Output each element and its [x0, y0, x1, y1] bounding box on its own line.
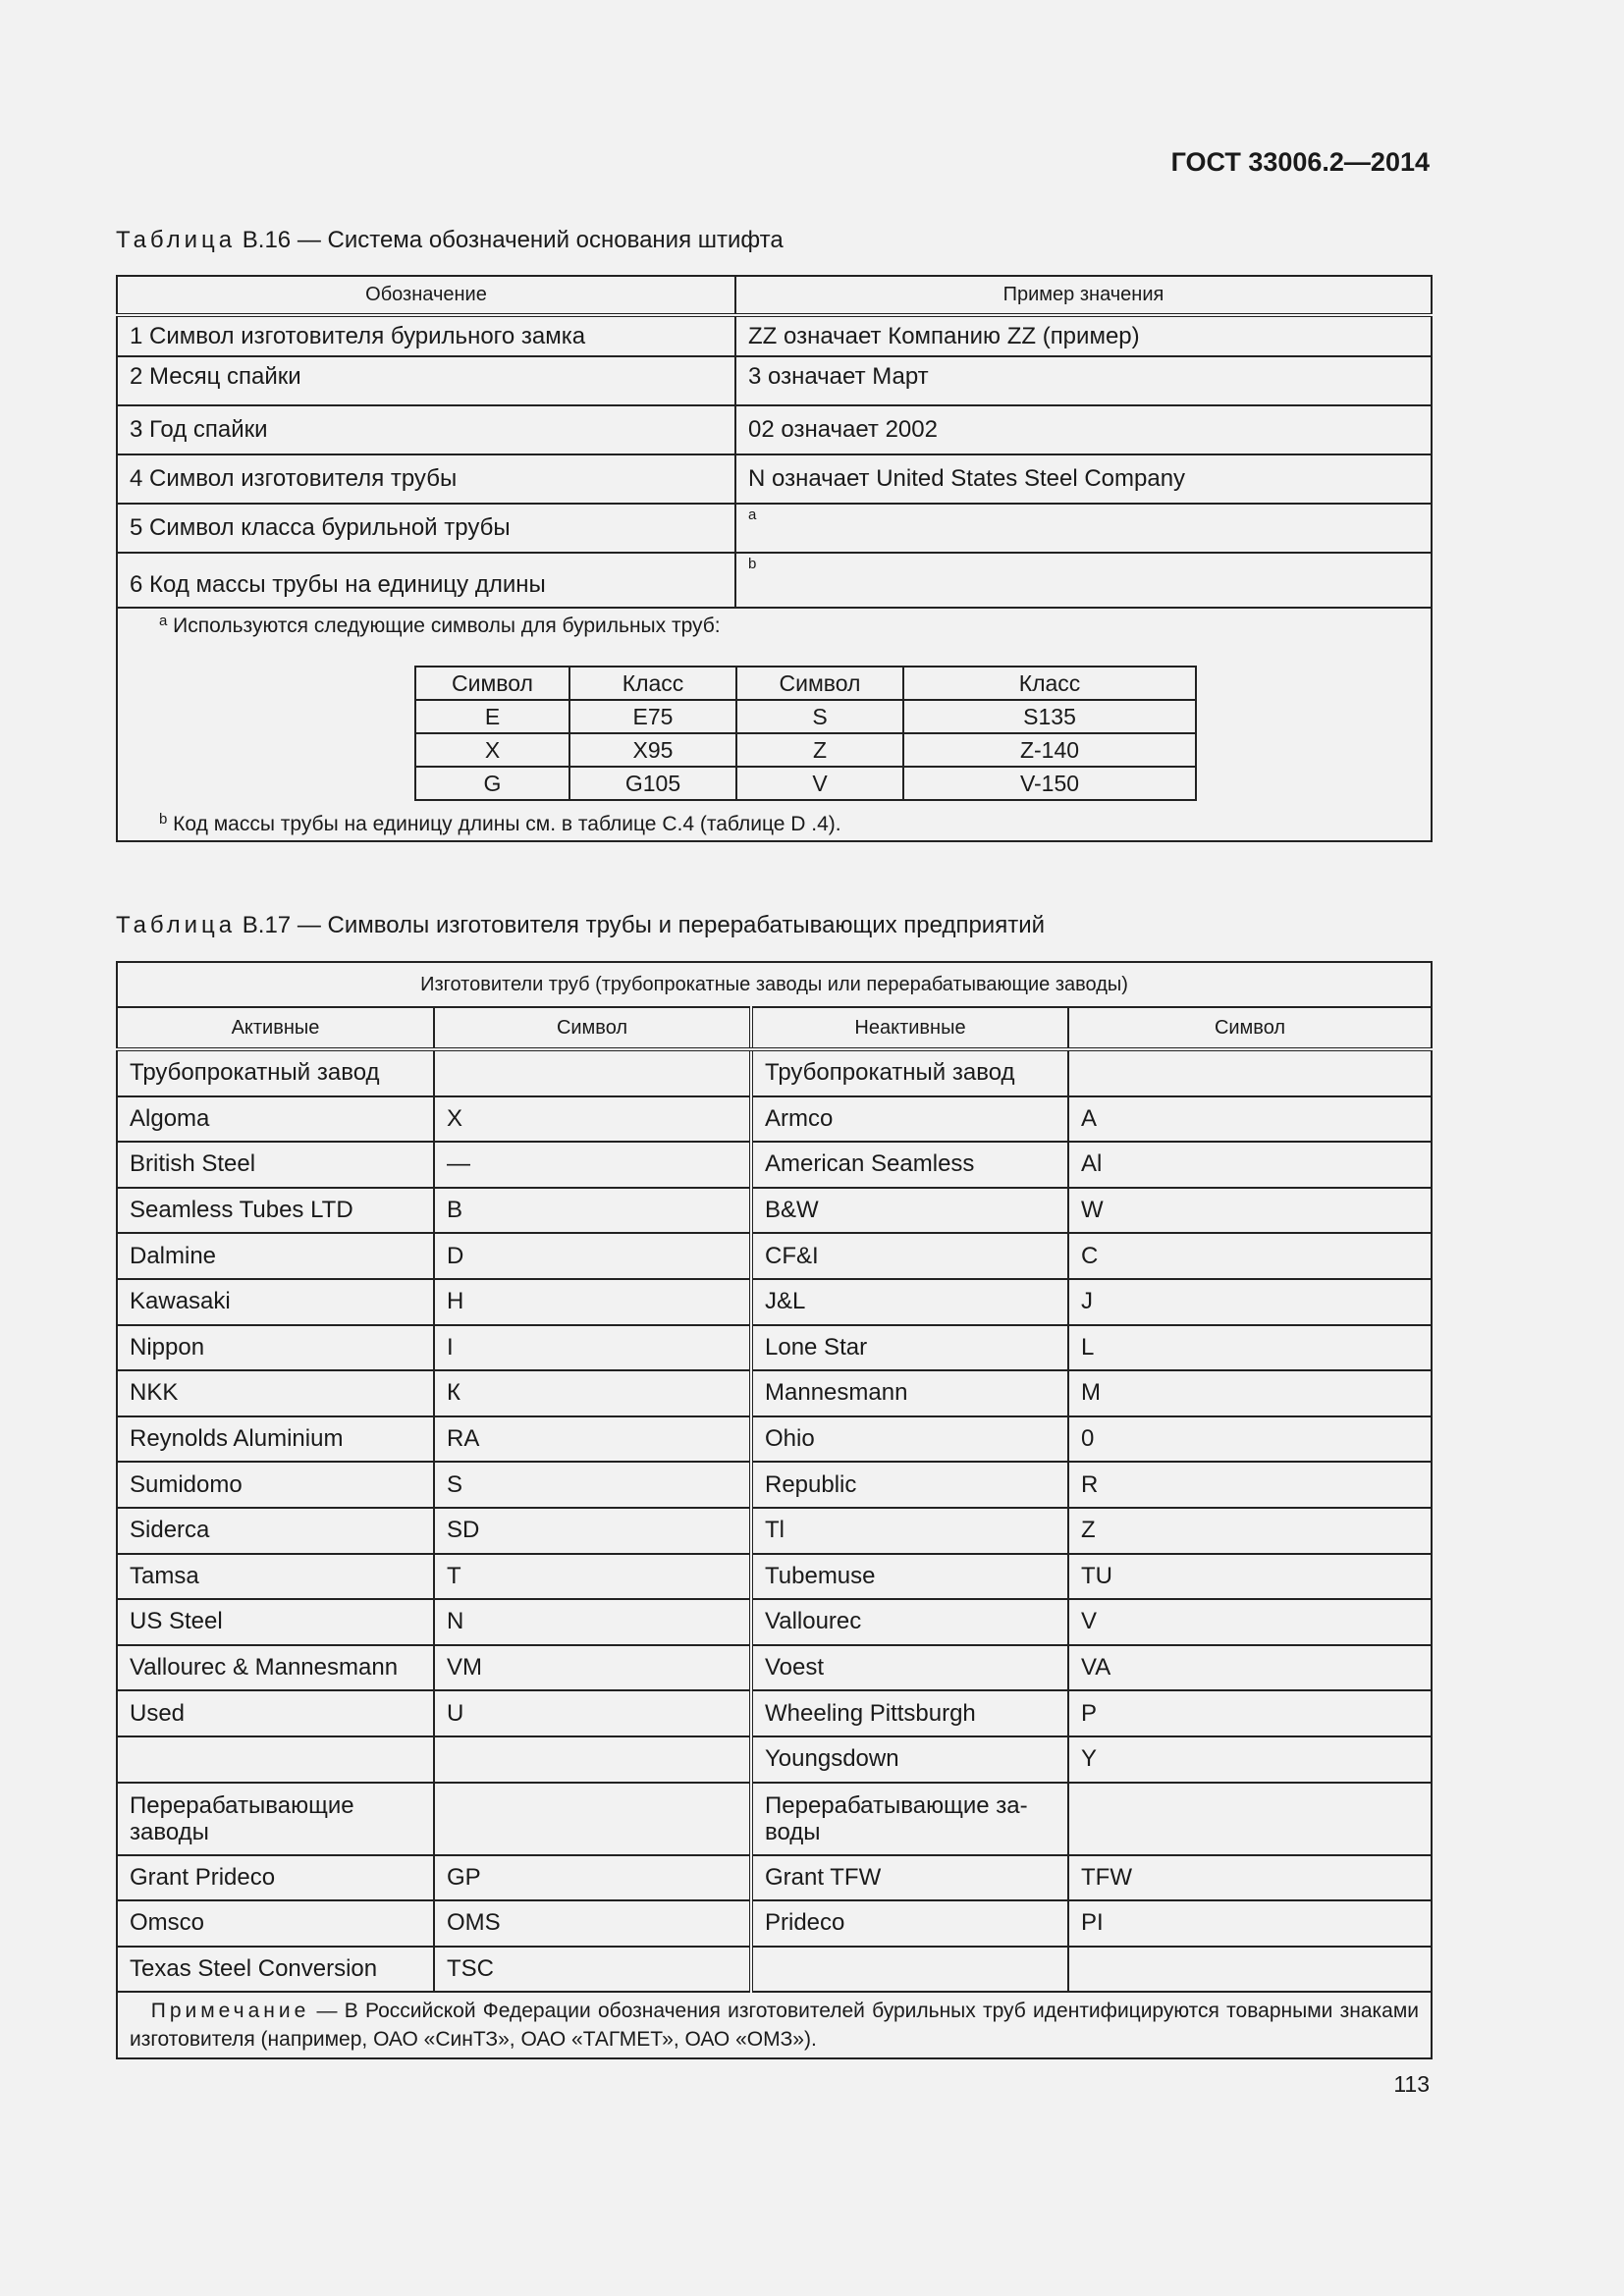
- table-cell: A: [1068, 1096, 1432, 1143]
- table-17-header-inactive: Неактивные: [751, 1007, 1068, 1049]
- table-row: [117, 1947, 1432, 1993]
- table-cell: Voest: [751, 1645, 1068, 1691]
- table-16-header-designation: Обозначение: [117, 276, 735, 315]
- table-cell: PI: [1068, 1900, 1432, 1947]
- table-cell: 6 Код массы трубы на единицу длины: [117, 553, 735, 608]
- table-row: [117, 1416, 1432, 1463]
- table-row: [117, 1900, 1432, 1947]
- table-16-footnotes: [117, 608, 1432, 841]
- symbols-header: Символ: [736, 667, 903, 700]
- table-17-note-row: [117, 1992, 1432, 2058]
- table-cell: Vallourec & Mannesmann: [117, 1645, 434, 1691]
- table-cell: Grant TFW: [751, 1855, 1068, 1901]
- table-cell: Mannesmann: [751, 1370, 1068, 1416]
- table-cell: U: [434, 1690, 751, 1736]
- table-cell: Sumidomo: [117, 1462, 434, 1508]
- table-cell: N: [434, 1599, 751, 1645]
- table-cell: Z: [736, 733, 903, 767]
- table-16: [116, 275, 1433, 842]
- table-17-caption-text: В.17 — Символы изготовителя трубы и перерабатывающих предприятий: [242, 912, 1046, 938]
- table-cell: TU: [1068, 1554, 1432, 1600]
- table-row: [117, 1096, 1432, 1143]
- table-cell: VA: [1068, 1645, 1432, 1691]
- table-cell: SD: [434, 1508, 751, 1554]
- table-cell: Dalmine: [117, 1233, 434, 1279]
- table-cell: P: [1068, 1690, 1432, 1736]
- table-cell: Y: [1068, 1736, 1432, 1783]
- table-row: [117, 405, 1432, 454]
- table-16-caption: [116, 227, 784, 254]
- table-17-caption-prefix: Таблица: [116, 912, 237, 938]
- table-cell: T: [434, 1554, 751, 1600]
- table-cell: Tl: [751, 1508, 1068, 1554]
- table-cell: TFW: [1068, 1855, 1432, 1901]
- table-cell: RA: [434, 1416, 751, 1463]
- table-cell: N означает United States Steel Company: [735, 454, 1432, 504]
- table-cell: —: [434, 1142, 751, 1188]
- symbols-header: Символ: [415, 667, 569, 700]
- footnote-a-mark: a: [159, 613, 168, 629]
- footnote-a-text: Используются следующие символы для бурильных труб:: [167, 614, 721, 637]
- footnote-b-text: Код массы трубы на единицу длины см. в таблице С.4 (таблице D .4).: [167, 813, 841, 835]
- table-17-body: [117, 1049, 1432, 1783]
- table-cell: British Steel: [117, 1142, 434, 1188]
- symbols-header: Класс: [569, 667, 736, 700]
- table-row: [117, 553, 1432, 608]
- table-17: [116, 961, 1433, 2059]
- table-cell: Трубопрокатный завод: [117, 1049, 434, 1096]
- table-cell: 2 Месяц спайки: [117, 356, 735, 405]
- table-cell: Republic: [751, 1462, 1068, 1508]
- table-cell: [434, 1783, 751, 1855]
- table-16-header-example: Пример значения: [735, 276, 1432, 315]
- table-cell: [434, 1049, 751, 1096]
- table-row: [117, 1233, 1432, 1279]
- table-17-caption: [116, 912, 1045, 939]
- drill-pipe-symbols-table: [414, 666, 1197, 801]
- table-cell: Grant Prideco: [117, 1855, 434, 1901]
- table-cell: Texas Steel Conversion: [117, 1947, 434, 1993]
- footnote-mark-a: a: [748, 507, 757, 523]
- table-cell: 3 Год спайки: [117, 405, 735, 454]
- note-text: — В Российской Федерации обозначения изготовителей бурильных труб идентифицируются товарными знаками изготовителя (например, ОАО «СинТЗ», ОАО «ТАГМЕТ», ОАО «ОМЗ»).: [130, 2000, 1419, 2052]
- table-cell: J: [1068, 1279, 1432, 1325]
- table-row: [117, 1508, 1432, 1554]
- table-cell: Tubemuse: [751, 1554, 1068, 1600]
- table-row: [117, 1462, 1432, 1508]
- table-cell: L: [1068, 1325, 1432, 1371]
- table-cell: OMS: [434, 1900, 751, 1947]
- table-row: [117, 1855, 1432, 1901]
- table-cell: [751, 1947, 1068, 1993]
- table-cell: V: [736, 767, 903, 800]
- table-row: [117, 1690, 1432, 1736]
- table-cell: Used: [117, 1690, 434, 1736]
- table-cell: S: [434, 1462, 751, 1508]
- table-cell: G105: [569, 767, 736, 800]
- table-cell: GP: [434, 1855, 751, 1901]
- table-cell: Z-140: [903, 733, 1196, 767]
- table-cell: G: [415, 767, 569, 800]
- table-cell: CF&I: [751, 1233, 1068, 1279]
- table-cell: 5 Символ класса бурильной трубы: [117, 504, 735, 553]
- page-number: 113: [1393, 2071, 1430, 2097]
- table-17-group-header: Изготовители труб (трубопрокатные заводы или перерабатывающие заводы): [117, 962, 1432, 1007]
- table-cell: Siderca: [117, 1508, 434, 1554]
- table-17-header-active: Активные: [117, 1007, 434, 1049]
- table-cell: 02 означает 2002: [735, 405, 1432, 454]
- table-cell: Kawasaki: [117, 1279, 434, 1325]
- table-cell: X: [415, 733, 569, 767]
- table-cell: Al: [1068, 1142, 1432, 1188]
- table-row: [415, 667, 1196, 700]
- table-cell: X: [434, 1096, 751, 1143]
- table-17-note: [117, 1992, 1432, 2058]
- table-cell: Reynolds Aluminium: [117, 1416, 434, 1463]
- table-cell: 3 означает Март: [735, 356, 1432, 405]
- table-cell: Lone Star: [751, 1325, 1068, 1371]
- table-cell: B: [434, 1188, 751, 1234]
- table-cell: Prideco: [751, 1900, 1068, 1947]
- table-cell: [1068, 1783, 1432, 1855]
- table-row: [117, 1188, 1432, 1234]
- table-17-body-processing: [117, 1855, 1432, 1993]
- table-cell: NKK: [117, 1370, 434, 1416]
- table-17-header-symbol: Символ: [434, 1007, 751, 1049]
- table-cell: B&W: [751, 1188, 1068, 1234]
- table-cell: R: [1068, 1462, 1432, 1508]
- table-cell: W: [1068, 1188, 1432, 1234]
- table-cell: Перерабатывающие за-воды: [751, 1783, 1068, 1855]
- table-cell: Vallourec: [751, 1599, 1068, 1645]
- table-cell: E75: [569, 700, 736, 733]
- table-cell: Youngsdown: [751, 1736, 1068, 1783]
- table-cell: Tamsa: [117, 1554, 434, 1600]
- table-cell: [434, 1736, 751, 1783]
- table-cell: [735, 504, 1432, 553]
- table-row: [117, 356, 1432, 405]
- table-cell: V: [1068, 1599, 1432, 1645]
- footnote-b: [159, 813, 1419, 836]
- table-cell: American Seamless: [751, 1142, 1068, 1188]
- table-cell: [117, 1736, 434, 1783]
- table-cell: S135: [903, 700, 1196, 733]
- table-cell: Перерабатывающие заводы: [117, 1783, 434, 1855]
- document-id: ГОСТ 33006.2—2014: [1170, 147, 1430, 177]
- table-row: [117, 1599, 1432, 1645]
- table-cell: [1068, 1049, 1432, 1096]
- table-cell: Armco: [751, 1096, 1068, 1143]
- table-16-caption-text: В.16 — Система обозначений основания штифта: [242, 227, 784, 253]
- table-row: [117, 1783, 1432, 1855]
- note-prefix: Примечание: [150, 2000, 310, 2023]
- table-cell: [735, 553, 1432, 608]
- table-cell: 0: [1068, 1416, 1432, 1463]
- table-cell: V-150: [903, 767, 1196, 800]
- table-cell: E: [415, 700, 569, 733]
- table-cell: Seamless Tubes LTD: [117, 1188, 434, 1234]
- table-cell: Ohio: [751, 1416, 1068, 1463]
- footnote-a: [159, 614, 1419, 638]
- table-row: [415, 733, 1196, 767]
- table-16-caption-prefix: Таблица: [116, 227, 237, 253]
- table-cell: Algoma: [117, 1096, 434, 1143]
- table-cell: Omsco: [117, 1900, 434, 1947]
- table-row: [117, 1279, 1432, 1325]
- table-cell: H: [434, 1279, 751, 1325]
- table-cell: US Steel: [117, 1599, 434, 1645]
- table-cell: TSC: [434, 1947, 751, 1993]
- table-row: [117, 1736, 1432, 1783]
- table-row: [117, 454, 1432, 504]
- table-17-header-symbol: Символ: [1068, 1007, 1432, 1049]
- table-cell: M: [1068, 1370, 1432, 1416]
- table-row: [117, 1049, 1432, 1096]
- table-row: [117, 1370, 1432, 1416]
- table-row: [117, 1645, 1432, 1691]
- footnote-mark-b: b: [748, 556, 757, 572]
- table-cell: 4 Символ изготовителя трубы: [117, 454, 735, 504]
- table-cell: X95: [569, 733, 736, 767]
- table-cell: 1 Символ изготовителя бурильного замка: [117, 315, 735, 356]
- table-row: [117, 1325, 1432, 1371]
- table-cell: [1068, 1947, 1432, 1993]
- table-cell: S: [736, 700, 903, 733]
- table-row: [117, 1554, 1432, 1600]
- table-cell: Wheeling Pittsburgh: [751, 1690, 1068, 1736]
- table-row: [117, 1142, 1432, 1188]
- table-cell: C: [1068, 1233, 1432, 1279]
- table-row: [117, 504, 1432, 553]
- table-cell: ZZ означает Компанию ZZ (пример): [735, 315, 1432, 356]
- table-row: [415, 767, 1196, 800]
- table-cell: D: [434, 1233, 751, 1279]
- table-row: [117, 315, 1432, 356]
- table-cell: VM: [434, 1645, 751, 1691]
- table-cell: Z: [1068, 1508, 1432, 1554]
- table-cell: Трубопрокатный завод: [751, 1049, 1068, 1096]
- table-cell: J&L: [751, 1279, 1068, 1325]
- table-cell: К: [434, 1370, 751, 1416]
- symbols-header: Класс: [903, 667, 1196, 700]
- table-cell: I: [434, 1325, 751, 1371]
- table-row: [415, 700, 1196, 733]
- footnote-b-mark: b: [159, 811, 168, 828]
- table-cell: Nippon: [117, 1325, 434, 1371]
